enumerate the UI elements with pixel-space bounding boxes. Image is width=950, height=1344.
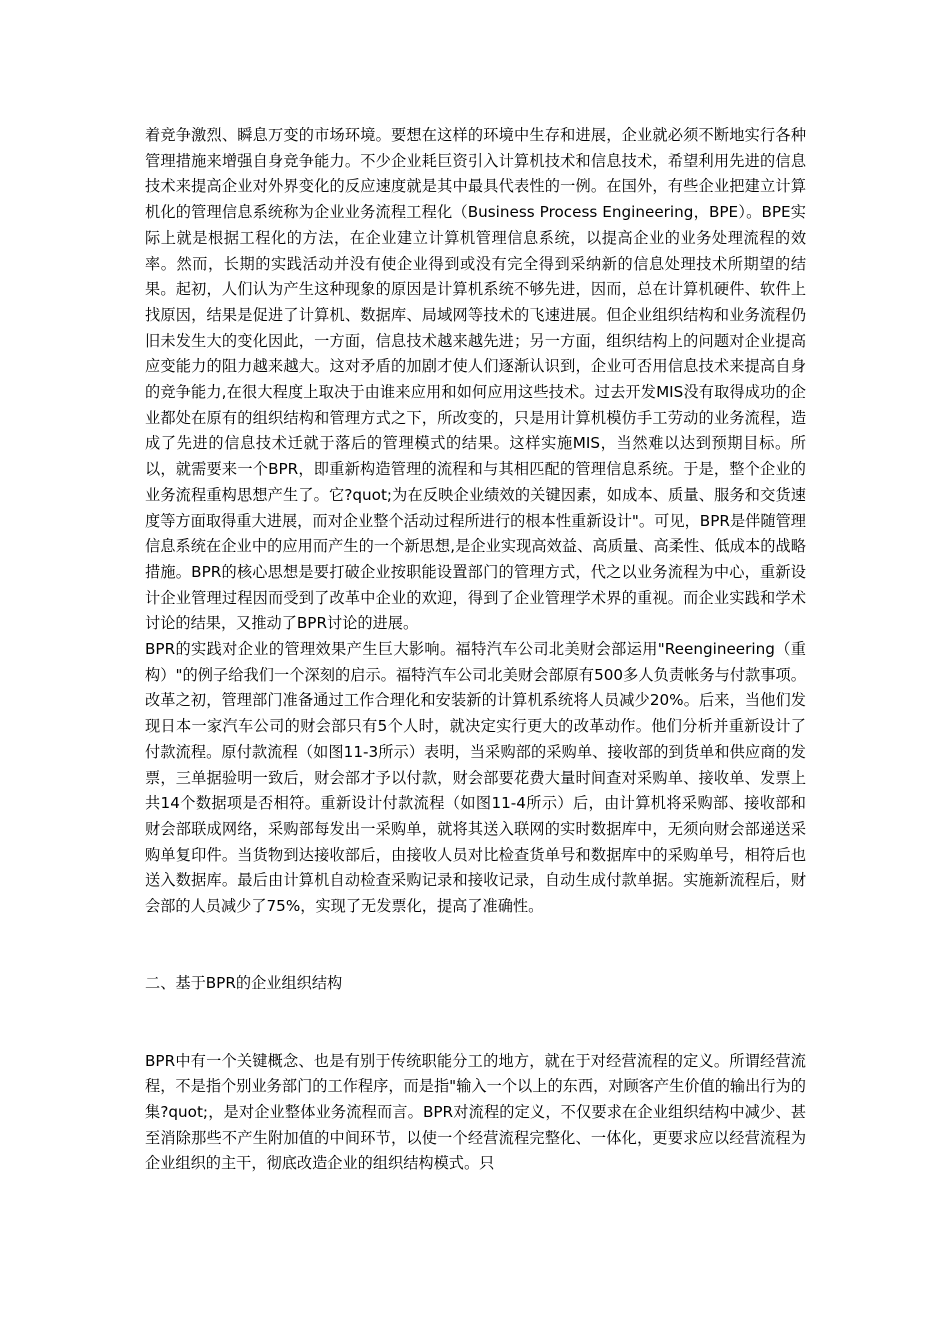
paragraph-spacer: [145, 997, 806, 1049]
body-paragraph-1: 着竞争激烈、瞬息万变的市场环境。要想在这样的环境中生存和进展，企业就必须不断地实行各种管理措施来增强自身竞争能力。不少企业耗巨资引入计算机技术和信息技术，希望利用先进的信息技术来提高企业对外界变化的反应速度就是其中最具代表性的一例。在国外，有些企业把建立计算机化的管理信息系统称为企业业务流程工程化（Business Process Engineering，BPE）。BPE实际上就是根据工程化的方法，在企业建立计算机管理信息系统，以提高企业的业务处理流程的效率。然而，长期的实践活动并没有使企业得到或没有完全得到采纳新的信息处理技术所期望的结果。起初，人们认为产生这种现象的原因是计算机系统不够先进，因而，总在计算机硬件、软件上找原因，结果是促进了计算机、数据库、局域网等技术的飞速进展。但企业组织结构和业务流程仍旧未发生大的变化因此，一方面，信息技术越来越先进；另一方面，组织结构上的问题对企业提高应变能力的阻力越来越大。这对矛盾的加剧才使人们逐渐认识到，企业可否用信息技术来提高自身的竞争能力,在很大程度上取决于由谁来应用和如何应用这些技术。过去开发MIS没有取得成功的企业都处在原有的组织结构和管理方式之下，所改变的，只是用计算机模仿手工劳动的业务流程，造成了先进的信息技术迁就于落后的管理模式的结果。这样实施MIS，当然难以达到预期目标。所以，就需要来一个BPR，即重新构造管理的流程和与其相匹配的管理信息系统。于是，整个企业的业务流程重构思想产生了。它?quot;为在反映企业绩效的关键因素，如成本、质量、服务和交货速度等方面取得重大进展，而对企业整个活动过程所进行的根本性重新设计"。可见，BPR是伴随管理信息系统在企业中的应用而产生的一个新思想,是企业实现高效益、高质量、高柔性、低成本的战略措施。BPR的核心思想是要打破企业按职能设置部门的管理方式，代之以业务流程为中心，重新设计企业管理过程因而受到了改革中企业的欢迎，得到了企业管理学术界的重视。而企业实践和学术讨论的结果，又推动了BPR讨论的进展。: [145, 126, 806, 633]
body-paragraph-2: BPR的实践对企业的管理效果产生巨大影响。福特汽车公司北美财会部运用"Reengineering（重构）"的例子给我们一个深刻的启示。福特汽车公司北美财会部原有500多人负责帐务与付款事项。改革之初，管理部门准备通过工作合理化和安装新的计算机系统将人员减少20%。后来，当他们发现日本一家汽车公司的财会部只有5个人时，就决定实行更大的改革动作。他们分析并重新设计了付款流程。原付款流程（如图11-3所示）表明，当采购部的采购单、接收部的到货单和供应商的发票，三单据验明一致后，财会部才予以付款，财会部要花费大量时间查对采购单、接收单、发票上共14个数据项是否相符。重新设计付款流程（如图11-4所示）后，由计算机将采购部、接收部和财会部联成网络，采购部每发出一采购单，就将其送入联网的实时数据库中，无须向财会部递送采购单复印件。当货物到达接收部后，由接收人员对比检查货单号和数据库中的采购单号，相符后也送入数据库。最后由计算机自动检查采购记录和接收记录，自动生成付款单据。实施新流程后，财会部的人员减少了75%，实现了无发票化，提高了准确性。: [145, 640, 806, 916]
document-page: [145, 123, 806, 1177]
section-heading: 二、基于BPR的企业组织结构: [145, 973, 343, 992]
paragraph-spacer: [145, 920, 806, 971]
body-paragraph-3: BPR中有一个关键概念、也是有别于传统职能分工的地方，就在于对经营流程的定义。所谓经营流程，不是指个别业务部门的工作程序，而是指"输入一个以上的东西，对顾客产生价值的输出行为的集?quot;，是对企业整体业务流程而言。BPR对流程的定义，不仅要求在企业组织结构中减少、甚至消除那些不产生附加值的中间环节，以使一个经营流程完整化、一体化，更要求应以经营流程为企业组织的主干，彻底改造企业的组织结构模式。只: [145, 1051, 806, 1173]
